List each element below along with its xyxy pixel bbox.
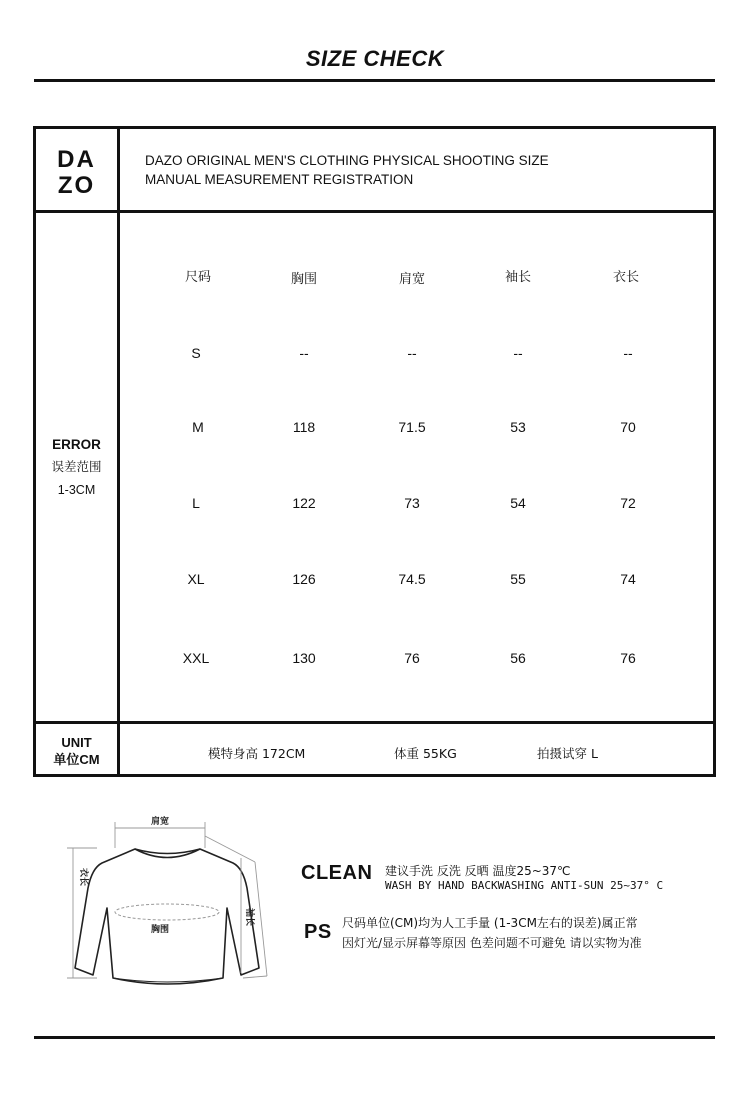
model-weight: 体重 55KG xyxy=(394,746,457,761)
diagram-label-shoulder: 肩宽 xyxy=(150,817,170,827)
table-cell: 118 xyxy=(292,419,316,435)
header-line-2: MANUAL MEASUREMENT REGISTRATION xyxy=(145,172,414,187)
clean-instructions-cn: 建议手洗 反洗 反晒 温度25~37℃ xyxy=(385,864,571,878)
size-sheet xyxy=(33,126,716,777)
error-label: ERROR xyxy=(52,437,101,452)
unit-label-cn: 单位CM xyxy=(53,752,100,767)
ps-line-2: 因灯光/显示屏幕等原因 色差问题不可避免 请以实物为准 xyxy=(342,936,642,950)
table-cell: 74 xyxy=(620,571,636,587)
table-cell: M xyxy=(192,419,204,435)
footer-divider xyxy=(36,721,713,724)
ps-line-1: 尺码单位(CM)均为人工手量 (1-3CM左右的误差)属正常 xyxy=(342,916,638,930)
logo-line-1: DA xyxy=(57,146,96,173)
table-cell: 74.5 xyxy=(398,571,426,587)
measurement-diagram xyxy=(55,808,285,998)
logo-line-2: ZO xyxy=(57,172,96,199)
error-label-cn: 误差范围 xyxy=(51,460,102,474)
sheet-header xyxy=(145,151,665,189)
unit-note xyxy=(36,734,117,768)
model-size: 拍摄试穿 L xyxy=(537,746,598,761)
table-cell: S xyxy=(191,345,201,361)
model-height: 模特身高 172CM xyxy=(208,746,306,761)
ps-label: PS xyxy=(304,921,332,943)
column-header-length: 衣长 xyxy=(612,270,639,285)
column-header-size: 尺码 xyxy=(184,270,211,285)
unit-label: UNIT xyxy=(61,735,92,750)
table-cell: 56 xyxy=(510,650,526,666)
table-cell: -- xyxy=(407,345,417,361)
table-cell: -- xyxy=(299,345,309,361)
sheet-column-divider xyxy=(117,129,120,774)
error-range: 1-3CM xyxy=(57,483,96,497)
table-cell: XL xyxy=(187,571,205,587)
top-divider xyxy=(34,79,715,82)
column-header-chest: 胸围 xyxy=(290,272,317,287)
clean-instructions-en: WASH BY HAND BACKWASHING ANTI-SUN 25~37° C xyxy=(385,879,664,892)
bottom-divider xyxy=(34,1036,715,1039)
column-header-sleeve: 袖长 xyxy=(504,270,531,285)
table-cell: 72 xyxy=(620,495,636,511)
table-cell: 76 xyxy=(620,650,636,666)
table-cell: 76 xyxy=(404,650,420,666)
table-cell: -- xyxy=(513,345,523,361)
table-cell: 55 xyxy=(510,571,526,587)
table-cell: 73 xyxy=(404,495,420,511)
header-line-1: DAZO ORIGINAL MEN'S CLOTHING PHYSICAL SHOOTING SIZE xyxy=(145,153,549,168)
table-cell: -- xyxy=(623,345,633,361)
table-cell: 54 xyxy=(510,495,526,511)
table-cell: 126 xyxy=(292,571,316,587)
table-cell: 70 xyxy=(620,419,636,435)
table-cell: 130 xyxy=(292,650,316,666)
diagram-label-sleeve: 袖长 xyxy=(244,908,254,927)
table-cell: L xyxy=(192,495,200,511)
table-cell: XXL xyxy=(182,650,210,666)
sweater-outline-icon xyxy=(55,808,285,998)
error-note xyxy=(36,433,117,502)
chest-measure-icon xyxy=(115,904,219,920)
column-header-shoulder: 肩宽 xyxy=(398,272,425,287)
diagram-label-chest: 胸围 xyxy=(150,925,170,935)
diagram-label-length: 衣长 xyxy=(78,868,88,887)
clean-label: CLEAN xyxy=(301,862,373,884)
page-title: SIZE CHECK xyxy=(305,46,445,71)
header-divider xyxy=(36,210,713,213)
table-cell: 53 xyxy=(510,419,526,435)
table-cell: 122 xyxy=(292,495,316,511)
brand-logo xyxy=(36,147,117,199)
table-cell: 71.5 xyxy=(398,419,426,435)
